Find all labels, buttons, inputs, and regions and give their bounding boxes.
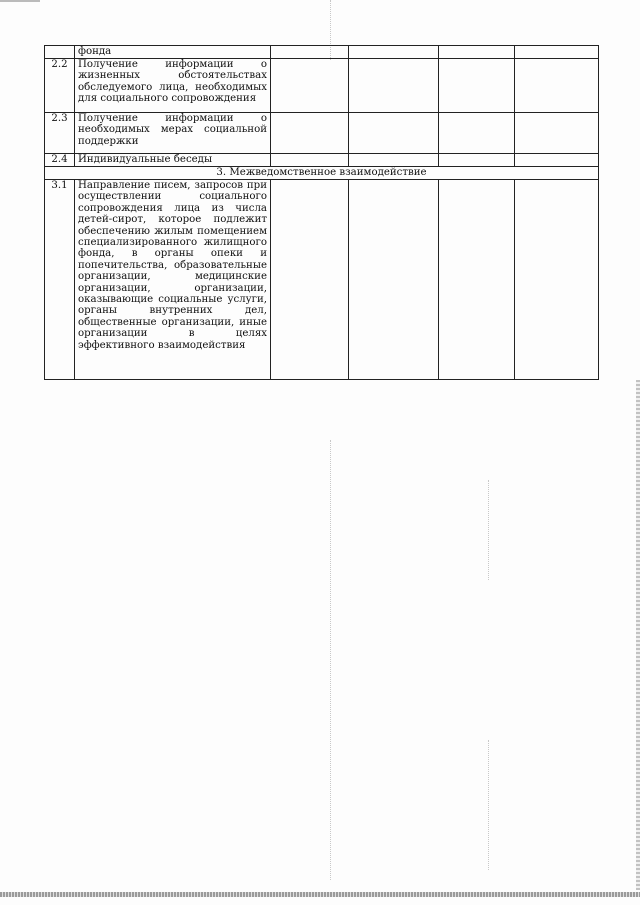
table-cell — [439, 59, 515, 113]
table-cell — [515, 154, 599, 167]
row-number: 2.3 — [45, 113, 75, 154]
table-cell — [515, 113, 599, 154]
scan-artifact — [636, 380, 640, 890]
row-number: 2.4 — [45, 154, 75, 167]
table-cell — [515, 59, 599, 113]
table-cell — [349, 46, 439, 59]
table-row — [45, 113, 599, 154]
table-row — [45, 59, 599, 113]
scan-artifact — [0, 892, 640, 897]
row-description: Получение информации о жизненных обстоятельствах обследуемого лица, необходимых для социального сопровождения — [75, 59, 271, 113]
table-cell — [271, 154, 349, 167]
scan-artifact — [488, 480, 490, 580]
table-cell — [439, 113, 515, 154]
table-cell — [349, 59, 439, 113]
table-cell — [349, 154, 439, 167]
table-row — [45, 180, 599, 380]
table-row — [45, 46, 599, 59]
table-cell — [271, 46, 349, 59]
scan-artifact — [488, 740, 490, 870]
table-cell — [439, 46, 515, 59]
row-description: Направление писем, запросов при осуществлении социального сопровождения лица из числа детей-сирот, которое подлежит обеспечению жилым помещением специализированного жилищного фонда, в органы опеки и попечительства, образовательные организации, медицинские организации, организации, оказывающие социальные услуги, органы внутренних дел, общественные организации, иные организации в целях эффективного взаимодействия — [75, 180, 271, 380]
row-description: фонда — [75, 46, 271, 59]
table-cell — [439, 154, 515, 167]
table-cell — [349, 180, 439, 380]
table-row — [45, 154, 599, 167]
table-cell — [271, 59, 349, 113]
table-cell — [271, 180, 349, 380]
table-cell — [349, 113, 439, 154]
table-cell — [439, 180, 515, 380]
row-description: Получение информации о необходимых мерах социальной поддержки — [75, 113, 271, 154]
section-title: 3. Межведомственное взаимодействие — [45, 167, 599, 180]
work-plan-table — [44, 45, 599, 380]
section-header-row — [45, 167, 599, 180]
row-number: 3.1 — [45, 180, 75, 380]
table-cell — [515, 46, 599, 59]
table-cell — [271, 113, 349, 154]
table-cell — [515, 180, 599, 380]
row-number: 2.2 — [45, 59, 75, 113]
scan-artifact — [0, 0, 40, 2]
row-number — [45, 46, 75, 59]
row-description: Индивидуальные беседы — [75, 154, 271, 167]
scan-artifact — [330, 440, 332, 880]
